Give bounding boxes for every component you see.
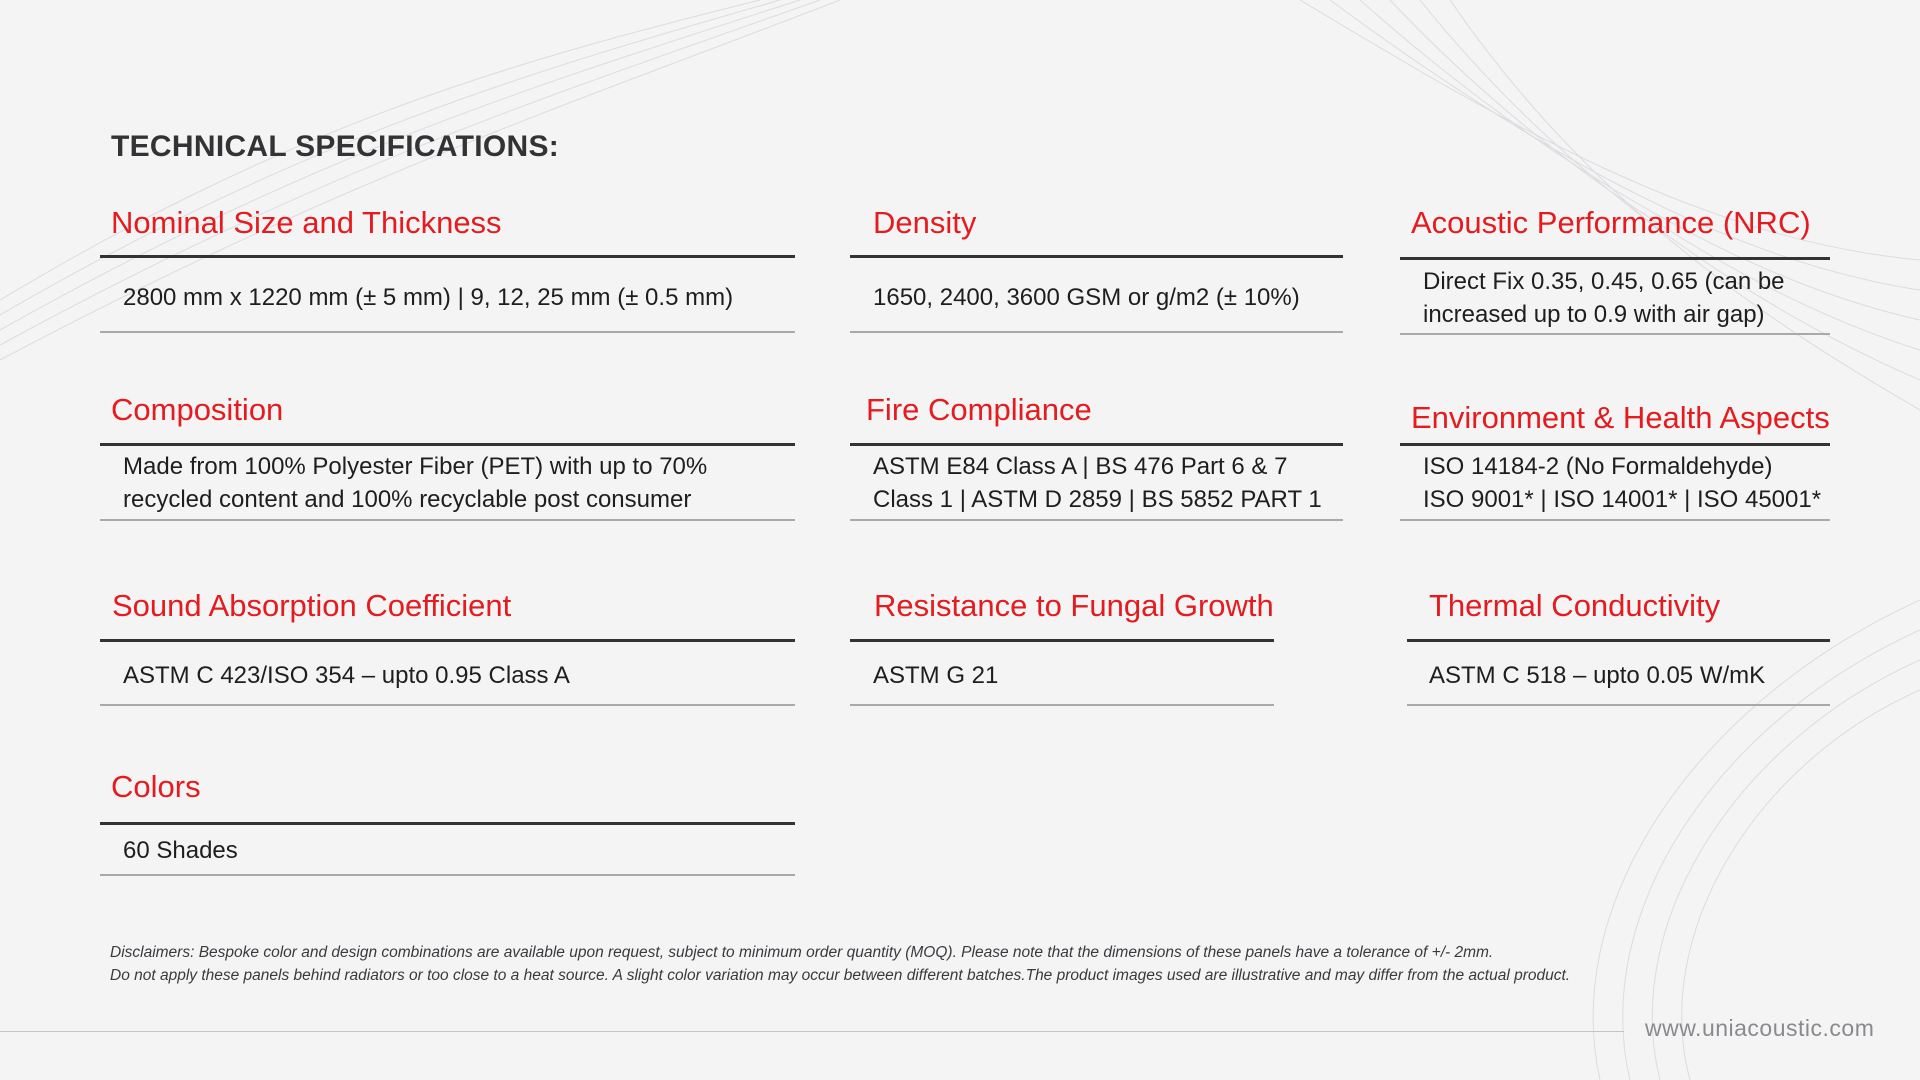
divider [1400,333,1830,335]
divider [850,255,1343,258]
spec-value: ASTM E84 Class A | BS 476 Part 6 & 7 Class 1 | ASTM D 2859 | BS 5852 PART 1 [873,453,1322,513]
divider [1400,257,1830,260]
spec-fungal-resistance [850,588,1274,708]
spec-title: Thermal Conductivity [1429,588,1721,623]
divider [850,331,1343,333]
spec-value: Made from 100% Polyester Fiber (PET) with up to 70% recycled content and 100% recyclable post consumer [123,453,708,513]
spec-title: Composition [111,392,284,427]
spec-title: Environment & Health Aspects [1411,400,1830,435]
divider [100,519,795,521]
spec-title: Sound Absorption Coefficient [112,588,512,623]
divider [1407,639,1830,642]
spec-nominal-size [100,205,795,335]
divider [100,874,795,876]
divider [850,639,1274,642]
website-link[interactable]: www.uniacoustic.com [1645,1015,1875,1041]
spec-density [850,205,1343,335]
spec-acoustic-performance [1400,205,1830,335]
spec-value: 2800 mm x 1220 mm (± 5 mm) | 9, 12, 25 mm (± 0.5 mm) [123,284,734,311]
disclaimer [110,941,1810,987]
spec-title: Colors [111,769,201,804]
spec-value: ASTM G 21 [873,662,999,689]
divider [100,443,795,446]
disclaimer-line-2: Do not apply these panels behind radiators or too close to a heat source. A slight color variation may occur between different batches.The product images used are illustrative and may differ from the actual product. [110,967,1571,984]
divider [850,704,1274,706]
spec-title: Fire Compliance [866,392,1092,427]
footer-divider [0,1031,1624,1032]
divider [1400,443,1830,446]
spec-title: Nominal Size and Thickness [111,205,502,240]
divider [1400,519,1830,521]
divider [850,519,1343,521]
divider [100,639,795,642]
divider [850,443,1343,446]
spec-environment-health [1400,400,1830,522]
spec-composition [100,392,795,522]
spec-value: ASTM C 423/ISO 354 – upto 0.95 Class A [123,662,570,689]
page-title: TECHNICAL SPECIFICATIONS: [111,130,560,163]
divider [100,255,795,258]
spec-value: ASTM C 518 – upto 0.05 W/mK [1429,662,1766,689]
spec-value: ISO 14184-2 (No Formaldehyde) ISO 9001* | ISO 14001* | ISO 45001* [1423,453,1822,513]
spec-value: 1650, 2400, 3600 GSM or g/m2 (± 10%) [873,284,1300,311]
spec-title: Resistance to Fungal Growth [874,588,1274,623]
spec-value: Direct Fix 0.35, 0.45, 0.65 (can be increased up to 0.9 with air gap) [1423,268,1785,328]
spec-title: Acoustic Performance (NRC) [1411,205,1811,240]
spec-colors [100,769,795,879]
spec-fire-compliance [850,392,1343,522]
divider [100,331,795,333]
divider [100,704,795,706]
divider [1407,704,1830,706]
spec-thermal-conductivity [1407,588,1830,708]
spec-title: Density [873,205,977,240]
spec-value: 60 Shades [123,837,238,864]
spec-sound-absorption [100,588,795,708]
divider [100,822,795,825]
disclaimer-line-1: Disclaimers: Bespoke color and design combinations are available upon request, subject to minimum order quantity (MOQ). Please note that the dimensions of these panels have a tolerance of +/- 2mm. [110,944,1494,961]
